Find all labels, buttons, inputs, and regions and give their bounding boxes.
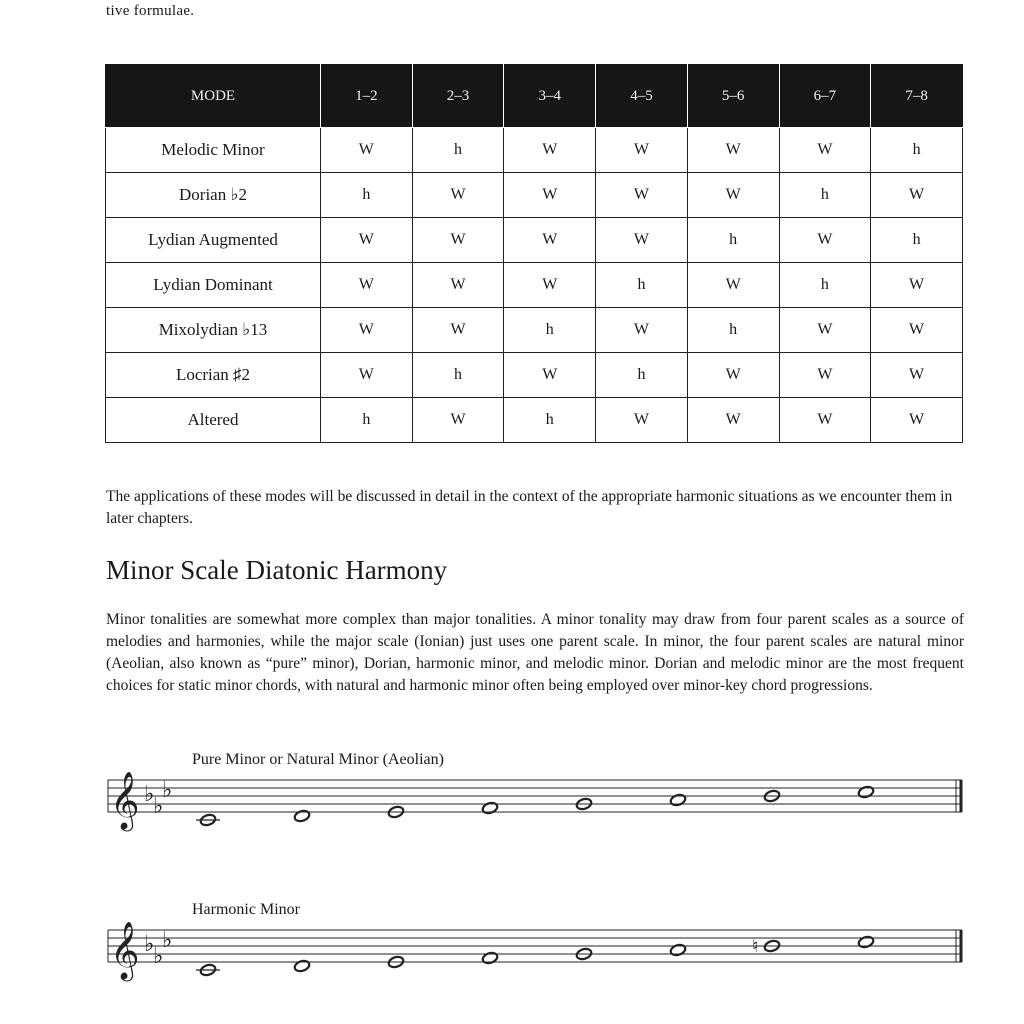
mode-name: Altered (106, 398, 321, 443)
step-cell: W (504, 263, 596, 308)
natural-minor-caption: Pure Minor or Natural Minor (Aeolian) (192, 751, 444, 768)
treble-clef-icon: 𝄞 (110, 921, 140, 979)
step-cell: W (504, 173, 596, 218)
step-cell: W (412, 218, 504, 263)
scale-note (293, 959, 310, 973)
step-cell: h (596, 353, 688, 398)
step-cell: W (504, 128, 596, 173)
table-row (106, 263, 963, 308)
treble-clef-icon: 𝄞 (110, 771, 140, 829)
scale-note (857, 935, 874, 949)
step-cell: W (412, 173, 504, 218)
mode-name: Dorian ♭2 (106, 173, 321, 218)
table-row (106, 353, 963, 398)
mode-name: Lydian Augmented (106, 218, 321, 263)
table-header-row (106, 65, 963, 128)
step-cell: W (779, 398, 871, 443)
step-cell: W (412, 263, 504, 308)
harmonic-minor-caption: Harmonic Minor (192, 901, 300, 918)
key-flat-icon: ♭ (162, 928, 173, 953)
scale-note (857, 785, 874, 799)
step-cell: W (871, 263, 963, 308)
table-row (106, 128, 963, 173)
step-cell: h (779, 263, 871, 308)
step-cell: W (871, 173, 963, 218)
step-cell: W (321, 218, 413, 263)
step-cell: W (596, 398, 688, 443)
step-cell: W (687, 173, 779, 218)
step-cell: W (504, 218, 596, 263)
header-interval: 1–2 (321, 65, 413, 128)
key-flat-icon: ♭ (162, 778, 173, 803)
step-cell: W (596, 308, 688, 353)
step-cell: W (687, 353, 779, 398)
mode-name: Locrian ♯2 (106, 353, 321, 398)
step-cell: h (504, 398, 596, 443)
whole-note-head (857, 935, 874, 949)
step-cell: W (321, 353, 413, 398)
header-interval: 2–3 (412, 65, 504, 128)
step-cell: h (779, 173, 871, 218)
whole-note-head (481, 801, 498, 815)
whole-note-head (481, 951, 498, 965)
step-cell: h (504, 308, 596, 353)
step-cell: W (687, 263, 779, 308)
mode-name: Lydian Dominant (106, 263, 321, 308)
key-flat-icon: ♭ (144, 932, 155, 957)
scale-note (196, 813, 220, 827)
step-cell: W (871, 353, 963, 398)
step-cell: h (596, 263, 688, 308)
step-cell: W (871, 398, 963, 443)
applications-paragraph: The applications of these modes will be discussed in detail in the context of the appropriate harmonic situations as we encounter them in later chapters. (106, 488, 953, 527)
table-row (106, 308, 963, 353)
scale-note (669, 793, 686, 807)
header-interval: 4–5 (596, 65, 688, 128)
step-cell: h (687, 308, 779, 353)
step-cell: h (871, 218, 963, 263)
step-cell: W (412, 398, 504, 443)
header-mode: MODE (106, 65, 321, 128)
step-cell: h (412, 353, 504, 398)
step-cell: W (779, 308, 871, 353)
whole-note-head (857, 785, 874, 799)
table-row (106, 218, 963, 263)
step-cell: W (687, 398, 779, 443)
step-cell: W (596, 218, 688, 263)
key-flat-icon: ♭ (144, 782, 155, 807)
harmonic-minor-staff (100, 910, 970, 990)
table-row (106, 398, 963, 443)
scale-note (481, 801, 498, 815)
scale-note (293, 809, 310, 823)
step-cell: W (687, 128, 779, 173)
whole-note-head (293, 959, 310, 973)
natural-sign-icon: ♮ (752, 936, 759, 957)
scale-note (669, 943, 686, 957)
step-cell: W (596, 128, 688, 173)
step-cell: W (779, 353, 871, 398)
key-flat-icon: ♭ (153, 944, 164, 969)
step-cell: W (871, 308, 963, 353)
continued-text: tive formulae. (106, 3, 195, 19)
natural-minor-staff (100, 760, 970, 840)
mode-name: Mixolydian ♭13 (106, 308, 321, 353)
header-interval: 5–6 (687, 65, 779, 128)
step-cell: W (321, 128, 413, 173)
step-cell: W (596, 173, 688, 218)
whole-note-head (293, 809, 310, 823)
step-cell: h (321, 173, 413, 218)
step-cell: h (687, 218, 779, 263)
step-cell: W (779, 218, 871, 263)
section-heading: Minor Scale Diatonic Harmony (106, 555, 448, 585)
step-cell: W (779, 128, 871, 173)
step-cell: h (412, 128, 504, 173)
header-interval: 6–7 (779, 65, 871, 128)
scale-note (196, 963, 220, 977)
table-row (106, 173, 963, 218)
header-interval: 7–8 (871, 65, 963, 128)
step-cell: h (871, 128, 963, 173)
whole-note-head (669, 793, 686, 807)
header-interval: 3–4 (504, 65, 596, 128)
step-cell: W (321, 263, 413, 308)
minor-tonality-paragraph: Minor tonalities are somewhat more complex than major tonalities. A minor tonality may draw from four parent scales as a source of melodies and harmonies, while the major scale (Ionian) just uses one parent scale. In minor, the four parent scales are natural minor (Aeolian, also known as “pure” minor), Dorian, harmonic minor, and melodic minor. Dorian and melodic minor are the most frequent choices for static minor chords, with natural and harmonic minor often being employed over minor-key chord progressions. (106, 611, 964, 694)
mode-name: Melodic Minor (106, 128, 321, 173)
scale-note (481, 951, 498, 965)
key-flat-icon: ♭ (153, 794, 164, 819)
step-cell: W (504, 353, 596, 398)
step-cell: W (412, 308, 504, 353)
mode-step-table (105, 64, 963, 443)
whole-note-head (669, 943, 686, 957)
step-cell: h (321, 398, 413, 443)
step-cell: W (321, 308, 413, 353)
